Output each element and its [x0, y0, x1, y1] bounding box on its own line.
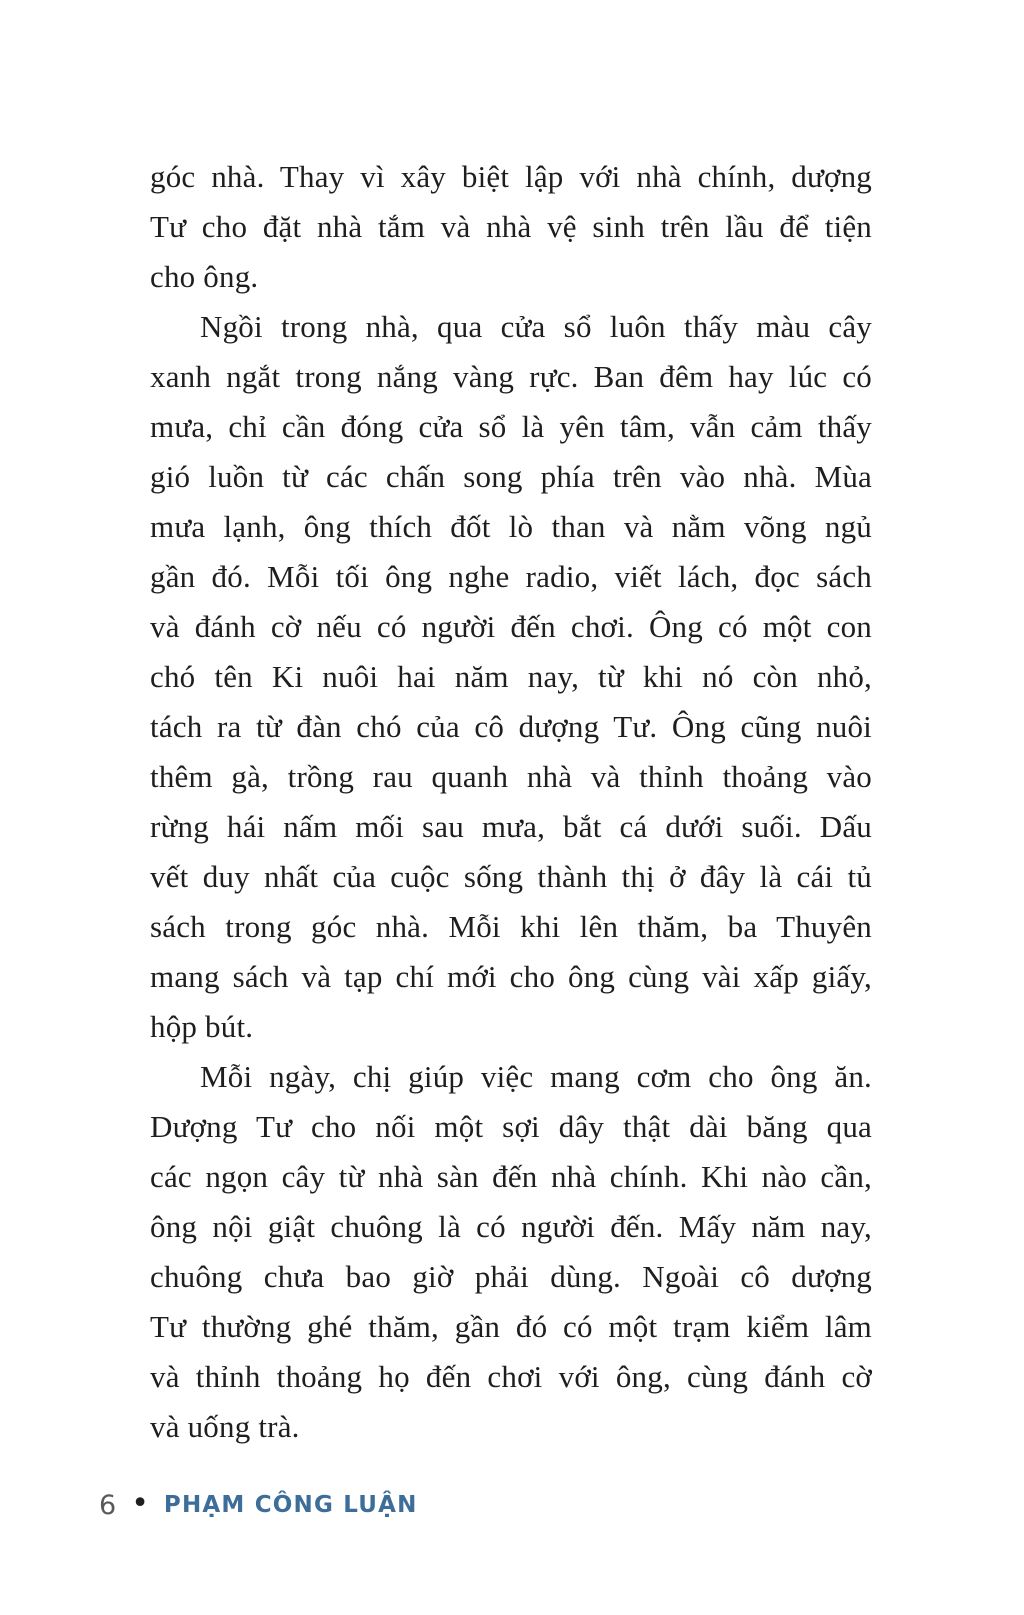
- text-line: Ngồi trong nhà, qua cửa sổ luôn thấy màu cây: [200, 309, 872, 344]
- text-line: Tư cho đặt nhà tắm và nhà vệ sinh trên lầu để tiện: [150, 209, 872, 244]
- text-line: Tư thường ghé thăm, gần đó có một trạm kiểm lâm: [150, 1309, 872, 1344]
- text-line: mưa lạnh, ông thích đốt lò than và nằm võng ngủ: [150, 509, 872, 544]
- text-line: Mỗi ngày, chị giúp việc mang cơm cho ông ăn.: [200, 1059, 872, 1094]
- page-footer: [99, 1484, 418, 1526]
- text-line: xanh ngắt trong nắng vàng rực. Ban đêm hay lúc có: [150, 359, 872, 394]
- page-number: 6: [99, 1489, 117, 1521]
- text-line: tách ra từ đàn chó của cô dượng Tư. Ông cũng nuôi: [150, 709, 872, 744]
- text-line: hộp bút.: [150, 1009, 254, 1044]
- text-line: và thỉnh thoảng họ đến chơi với ông, cùng đánh cờ: [150, 1359, 872, 1394]
- text-line: chuông chưa bao giờ phải dùng. Ngoài cô dượng: [150, 1259, 872, 1294]
- text-line: các ngọn cây từ nhà sàn đến nhà chính. Khi nào cần,: [150, 1159, 872, 1194]
- author-name: PHẠM CÔNG LUẬN: [163, 1491, 418, 1518]
- text-line: vết duy nhất của cuộc sống thành thị ở đây là cái tủ: [150, 859, 872, 894]
- text-line: thêm gà, trồng rau quanh nhà và thỉnh thoảng vào: [150, 759, 872, 794]
- text-line: ông nội giật chuông là có người đến. Mấy năm nay,: [150, 1209, 872, 1244]
- bullet-separator: •: [131, 1486, 149, 1521]
- body-text: [150, 152, 872, 1452]
- text-line: góc nhà. Thay vì xây biệt lập với nhà chính, dượng: [150, 159, 872, 194]
- text-line: chó tên Ki nuôi hai năm nay, từ khi nó còn nhỏ,: [150, 659, 872, 694]
- text-line: và uống trà.: [150, 1409, 300, 1444]
- text-line: gần đó. Mỗi tối ông nghe radio, viết lách, đọc sách: [150, 559, 872, 594]
- text-line: mang sách và tạp chí mới cho ông cùng vài xấp giấy,: [150, 959, 872, 994]
- text-line: rừng hái nấm mối sau mưa, bắt cá dưới suối. Dấu: [150, 809, 872, 844]
- text-line: cho ông.: [150, 259, 259, 294]
- text-line: mưa, chỉ cần đóng cửa sổ là yên tâm, vẫn cảm thấy: [150, 409, 872, 444]
- text-line: và đánh cờ nếu có người đến chơi. Ông có một con: [150, 609, 872, 644]
- text-line: sách trong góc nhà. Mỗi khi lên thăm, ba Thuyên: [150, 909, 872, 944]
- text-line: Dượng Tư cho nối một sợi dây thật dài băng qua: [150, 1109, 872, 1144]
- text-line: gió luồn từ các chấn song phía trên vào nhà. Mùa: [150, 459, 872, 494]
